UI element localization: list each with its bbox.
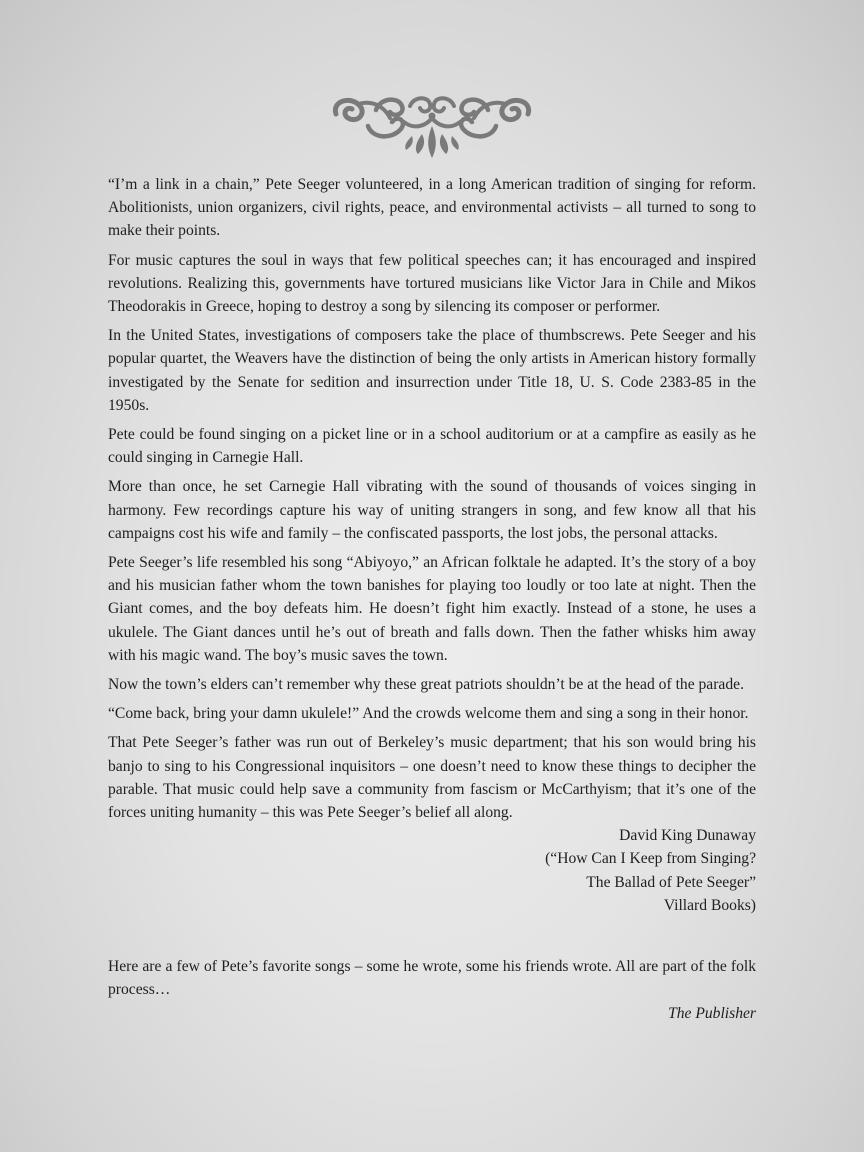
paragraph: Pete could be found singing on a picket line or in a school auditorium or at a campfire as easily as he could singing in Carnegie Hall. bbox=[108, 426, 756, 467]
attribution bbox=[108, 824, 756, 917]
paragraph: Now the town’s elders can’t remember why these great patriots shouldn’t be at the head of the parade. bbox=[108, 676, 744, 694]
paragraph: More than once, he set Carnegie Hall vibrating with the sound of thousands of voices singing in harmony. Few recordings capture his way of uniting strangers in song, and few know all that his campaigns cost his wife and family – the confiscated passports, the lost jobs, the personal attacks. bbox=[108, 478, 756, 542]
paragraph: Pete Seeger’s life resembled his song “Abiyoyo,” an African folktale he adapted. It’s the story of a boy and his musician father whom the town banishes for playing too loudly or too late at night. Then the Giant comes, and the boy defeats him. He doesn’t fight him exactly. Instead of a stone, he uses a ukulele. The Giant dances until he’s out of breath and falls down. Then the father whisks him away with his magic wand. The boy’s music saves the town. bbox=[108, 554, 756, 664]
paragraph: “I’m a link in a chain,” Pete Seeger volunteered, in a long American tradition of singing for reform. Abolitionists, union organizers, civil rights, peace, and environmental activists – all turned to song to make their points. bbox=[108, 176, 756, 240]
attribution-author: David King Dunaway bbox=[619, 827, 756, 845]
spacer bbox=[108, 917, 756, 955]
attribution-source-line: (“How Can I Keep from Singing? bbox=[545, 850, 756, 868]
paragraph: “Come back, bring your damn ukulele!” And the crowds welcome them and sing a song in their honor. bbox=[108, 705, 749, 723]
essay-body bbox=[108, 173, 756, 1025]
publisher-signature: The Publisher bbox=[668, 1004, 756, 1022]
paragraph: That Pete Seeger’s father was run out of Berkeley’s music department; that his son would bring his banjo to sing to his Congressional inquisitors – one doesn’t need to know these things to decipher the parable. That music could help save a community from fascism or McCarthyism; that it’s one of the forces uniting humanity – this was Pete Seeger’s belief all along. bbox=[108, 734, 756, 822]
paragraph: In the United States, investigations of composers take the place of thumbscrews. Pete Seeger and his popular quartet, the Weavers have the distinction of being the only artists in American history formally investigated by the Senate for sedition and insurrection under Title 18, U. S. Code 2383-85 in the 1950s. bbox=[108, 327, 756, 414]
attribution-source-line: The Ballad of Pete Seeger” bbox=[586, 873, 756, 891]
closing-paragraph: Here are a few of Pete’s favorite songs – some he wrote, some his friends wrote. All are part of the folk process… bbox=[108, 958, 756, 999]
attribution-publisher-line: Villard Books) bbox=[663, 896, 756, 914]
paragraph: For music captures the soul in ways that few political speeches can; it has encouraged and inspired revolutions. Realizing this, governments have tortured musicians like Victor Jara in Chile and Mikos Theodorakis in Greece, hoping to destroy a song by silencing its composer or performer. bbox=[108, 251, 756, 316]
flourish-ornament-icon bbox=[328, 92, 536, 160]
